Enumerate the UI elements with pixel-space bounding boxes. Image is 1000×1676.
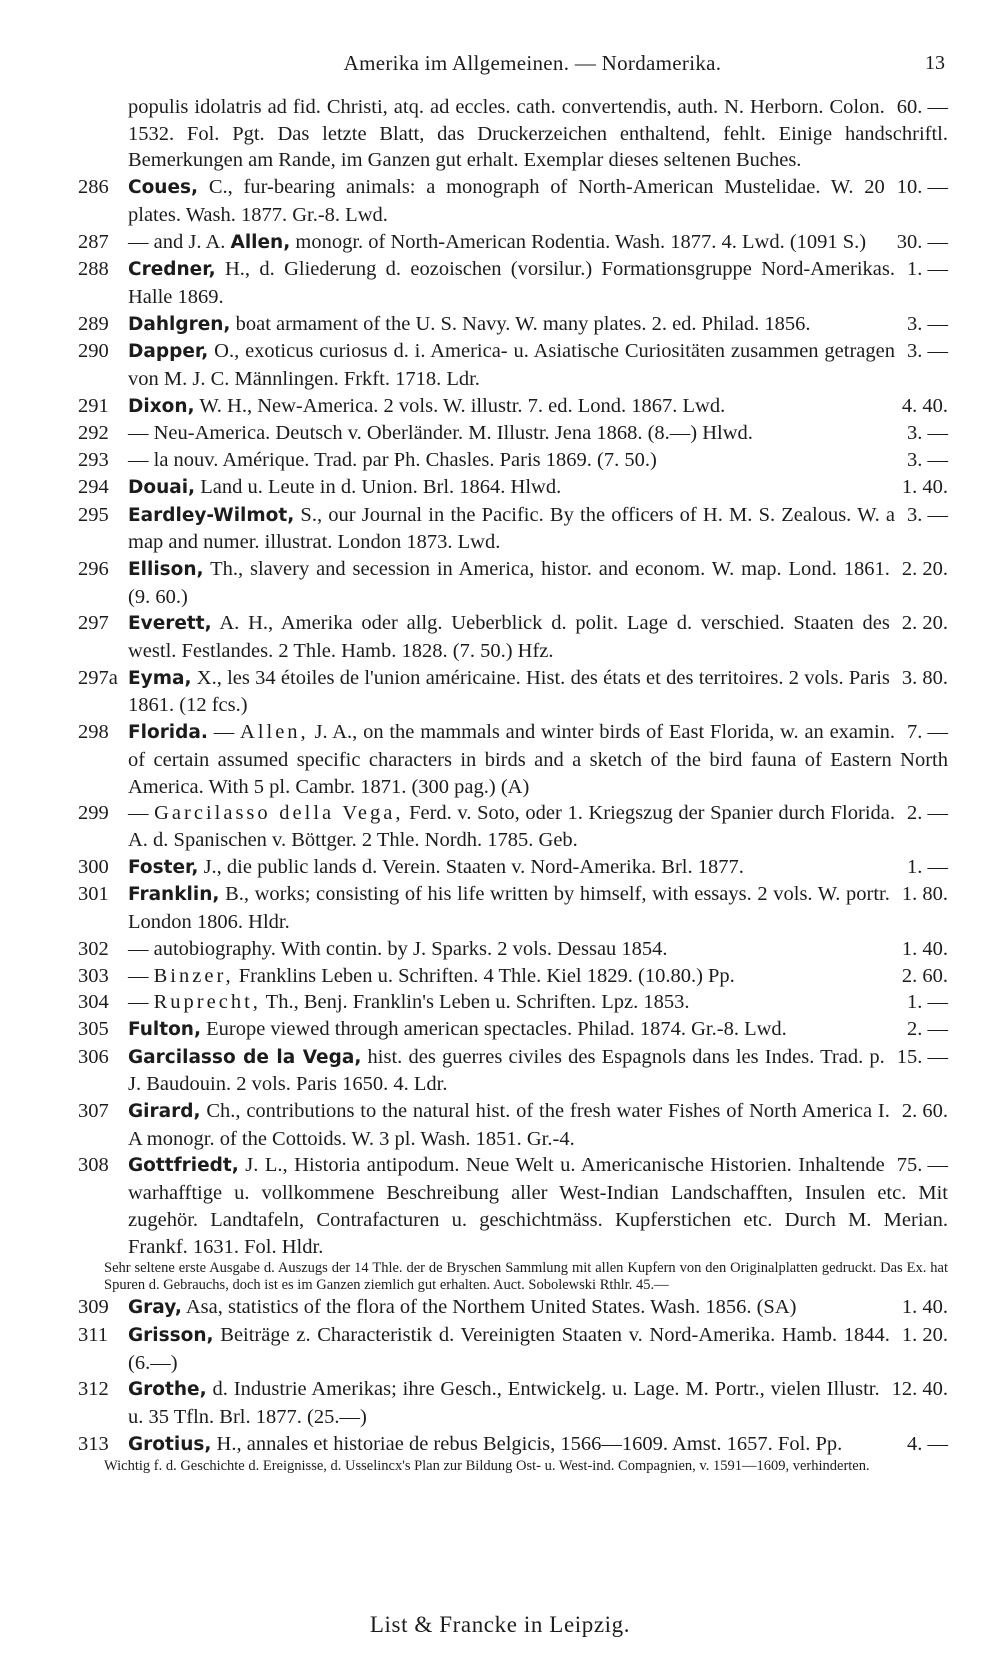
entry-price: 4. — [907, 1432, 948, 1455]
entry-prefix: — and J. A. [128, 230, 226, 253]
entry-body [128, 393, 948, 421]
entry-number: 307 [78, 1100, 109, 1123]
entry-author: Foster, [128, 856, 199, 878]
entry-body [128, 800, 948, 853]
entry-price: 12. 40. [891, 1378, 948, 1401]
entry-text: Th., slavery and secession in America, histor. and econom. W. map. Lond. 1861. (9. 60.) [128, 557, 890, 608]
entry-price: 1. — [907, 991, 948, 1014]
entry-body [128, 989, 948, 1016]
entry-dash: — [213, 721, 235, 744]
entry-price: 3. — [907, 312, 948, 335]
entry-number: 298 [78, 721, 109, 744]
entry-text: J., die public lands d. Verein. Staaten v. Nord-Amerika. Brl. 1877. [203, 855, 744, 878]
entry-price: 60. — [896, 96, 948, 118]
entry-body [128, 256, 948, 310]
entry-price: 3. — [907, 340, 948, 363]
entry-body [128, 1431, 948, 1459]
catalog-entry [78, 854, 948, 882]
entry-number: 290 [78, 340, 109, 363]
entry-spaced-author: Binzer, [153, 964, 234, 987]
catalog-entry [78, 447, 948, 474]
entry-price: 2. 60. [901, 964, 948, 987]
entry-price: 2. 60. [901, 1100, 948, 1123]
entry-body [128, 854, 948, 882]
entry-author: Allen, [230, 231, 291, 253]
catalog-entry [78, 989, 948, 1016]
entry-body [128, 1044, 948, 1098]
catalog-entry [78, 719, 948, 800]
entry-text: Beiträge z. Characteristik d. Vereinigten Staaten v. Nord-Amerika. Hamb. 1844. (6.—) [128, 1323, 890, 1374]
entry-author: Dapper, [128, 341, 209, 363]
entry-text: populis idolatris ad fid. Christi, atq. ad eccles. cath. convertendis, auth. N. Herborn. Colon. 1532. Fol. Pgt. Das letzte Blatt, das Druckerzeichen enthaltend, fehlt. Einige handschriftl. Bemerkungen am Rande, im Ganzen gut erhalt. Exemplar dieses seltenen Buches. [128, 96, 948, 172]
entry-price: 1. 20. [901, 1323, 948, 1346]
entry-body [128, 881, 948, 935]
catalog-entries [78, 94, 948, 1475]
entry-number: 286 [78, 176, 109, 199]
catalog-entry [78, 963, 948, 990]
entry-text: A. H., Amerika oder allg. Ueberblick d. polit. Lage d. verschied. Staaten des westl. Festlandes. 2 Thle. Hamb. 1828. (7. 50.) Hfz. [128, 612, 890, 663]
entry-price: 1. 40. [901, 1296, 948, 1319]
entry-author: Credner, [128, 259, 216, 281]
entry-prefix: — [128, 802, 149, 825]
entry-price: 3. — [907, 503, 948, 526]
entry-spaced-author: Garcilasso della Vega, [154, 802, 404, 825]
entry-body [128, 1152, 948, 1260]
catalog-entry [78, 229, 948, 257]
entry-price: 15. — [896, 1045, 948, 1068]
entry-note: Wichtig f. d. Geschichte d. Ereignisse, d. Usselincx's Plan zur Bildung Ost- u. West-ind. Compagnien, v. 1591—1609, verhinderten. [104, 1458, 870, 1475]
catalog-entry [78, 311, 948, 339]
catalog-entry [78, 393, 948, 421]
catalog-entry [78, 502, 948, 556]
catalog-entry [78, 610, 948, 664]
catalog-entry [78, 1322, 948, 1376]
entry-body [128, 94, 948, 174]
catalog-entry [78, 1152, 948, 1260]
entry-price: 7. — [907, 721, 948, 744]
entry-text: Franklins Leben u. Schriften. 4 Thle. Kiel 1829. (10.80.) Pp. [238, 964, 735, 987]
entry-number: 294 [78, 475, 109, 498]
entry-text: Land u. Leute in d. Union. Brl. 1864. Hlwd. [200, 475, 562, 498]
entry-author: Franklin, [128, 884, 220, 906]
entry-text: S., our Journal in the Pacific. By the officers of H. M. S. Zealous. W. a map and numer. illustrat. London 1873. Lwd. [128, 503, 895, 554]
entry-note: Sehr seltene erste Ausgabe d. Auszugs der 14 Thle. der de Bryschen Sammlung mit allen Kupfern von den Originalplatten gedruckt. Das Ex. hat Spuren d. Gebrauchs, doch ist es im Ganzen ziemlich gut erhalten. Auct. Sobolewski Rthlr. 45.— [104, 1260, 948, 1294]
entry-text: — autobiography. With contin. by J. Sparks. 2 vols. Dessau 1854. [128, 937, 668, 960]
entry-price: 1. 40. [901, 937, 948, 960]
entry-text: W. H., New-America. 2 vols. W. illustr. 7. ed. Lond. 1867. Lwd. [199, 394, 726, 417]
entry-author: Gottfriedt, [128, 1155, 239, 1177]
catalog-entry [78, 1044, 948, 1098]
catalog-entry [78, 1016, 948, 1044]
entry-price: 2. 20. [901, 612, 948, 635]
entry-price: 1. 80. [901, 883, 948, 906]
catalog-entry [78, 1294, 948, 1322]
entry-text: d. Industrie Amerikas; ihre Gesch., Entwickelg. u. Lage. M. Portr., vielen Illustr. u. 35 Tfln. Brl. 1877. (25.—) [128, 1378, 880, 1429]
catalog-entry [78, 256, 948, 310]
entry-author: Dahlgren, [128, 313, 231, 335]
entry-text: — la nouv. Amérique. Trad. par Ph. Chasles. Paris 1869. (7. 50.) [128, 449, 657, 472]
entry-body [128, 338, 948, 392]
entry-price: 3. — [907, 422, 948, 445]
entry-price: 1. — [907, 258, 948, 281]
entry-body [128, 474, 948, 502]
entry-number: 300 [78, 855, 109, 878]
entry-price: 2. — [907, 1017, 948, 1040]
catalog-entry [78, 474, 948, 502]
entry-price: 2. — [907, 802, 948, 825]
entry-price: 2. 20. [901, 557, 948, 580]
entry-number: 297a [78, 666, 118, 689]
entry-body [128, 719, 948, 800]
entry-body [128, 311, 948, 339]
entry-author: Grothe, [128, 1379, 207, 1401]
catalog-entry [78, 338, 948, 392]
entry-number: 305 [78, 1017, 109, 1040]
entry-author: Gray, [128, 1297, 182, 1319]
entry-text: Th., Benj. Franklin's Leben u. Schriften. Lpz. 1853. [265, 991, 690, 1014]
entry-number: 293 [78, 449, 109, 472]
entry-text: Asa, statistics of the flora of the Northem United States. Wash. 1856. (SA) [185, 1296, 797, 1319]
entry-number: 312 [78, 1378, 109, 1401]
entry-author: Ellison, [128, 558, 204, 580]
entry-number: 304 [78, 991, 109, 1014]
entry-author: Eyma, [128, 667, 192, 689]
entry-prefix: — [128, 964, 149, 987]
entry-price: 4. 40. [901, 394, 948, 417]
publisher-footer: List & Francke in Leipzig. [369, 1612, 631, 1637]
entry-body [128, 1376, 948, 1430]
entry-text: J. A., on the mammals and winter birds of East Florida, w. an examin. of certain assumed specific characters in birds and a sketch of the bird fauna of Eastern North America. With 5 pl. Cambr. 1871. (300 pag.) (A) [128, 721, 948, 798]
entry-text: X., les 34 étoiles de l'union américaine. Hist. des états et des territoires. 2 vols. Paris 1861. (12 fcs.) [128, 666, 890, 717]
entry-author: Grisson, [128, 1324, 214, 1346]
entry-text: B., works; consisting of his life written by himself, with essays. 2 vols. W. portr. London 1806. Hldr. [128, 883, 890, 934]
entry-number: 302 [78, 937, 109, 960]
entry-number: 295 [78, 503, 109, 526]
entry-body [128, 556, 948, 610]
catalog-entry [78, 936, 948, 963]
entry-number: 289 [78, 312, 109, 335]
entry-price: 30. — [896, 230, 948, 253]
entry-number: 297 [78, 612, 109, 635]
entry-text: — Neu-America. Deutsch v. Oberländer. M. Illustr. Jena 1868. (8.—) Hlwd. [128, 422, 753, 445]
catalog-entry [78, 94, 948, 174]
entry-author: Dixon, [128, 395, 195, 417]
entry-body [128, 174, 948, 228]
entry-author: Garcilasso de la Vega, [128, 1046, 362, 1068]
entry-number: 288 [78, 258, 109, 281]
entry-text: hist. des guerres civiles des Espagnols dans les Indes. Trad. p. J. Baudouin. 2 vols. Paris 1650. 4. Ldr. [128, 1045, 885, 1096]
entry-text: H., d. Gliederung d. eozoischen (vorsilur.) Formationsgruppe Nord-Amerikas. Halle 1869. [128, 258, 895, 308]
entry-text: boat armament of the U. S. Navy. W. many plates. 2. ed. Philad. 1856. [235, 312, 811, 335]
entry-number: 308 [78, 1154, 109, 1177]
page-header [120, 50, 945, 78]
entry-body [128, 1098, 948, 1152]
entry-author: Douai, [128, 476, 196, 498]
entry-author: Coues, [128, 177, 199, 199]
entry-body [128, 229, 948, 257]
entry-spaced-author: Ruprecht, [153, 991, 261, 1014]
entry-body [128, 420, 948, 447]
catalog-entry [78, 881, 948, 935]
entry-number: 309 [78, 1296, 109, 1319]
entry-price: 10. — [896, 176, 948, 199]
entry-price: 3. 80. [901, 666, 948, 689]
entry-number: 291 [78, 394, 109, 417]
catalog-entry [78, 556, 948, 610]
entry-body [128, 665, 948, 719]
entry-spaced-author: Allen, [240, 721, 309, 744]
entry-text: Ch., contributions to the natural hist. of the fresh water Fishes of North America I. A monogr. of the Cottoids. W. 3 pl. Wash. 1851. Gr.-4. [128, 1100, 890, 1150]
entry-body [128, 447, 948, 474]
entry-author: Everett, [128, 613, 212, 635]
entry-price: 3. — [907, 449, 948, 472]
entry-body [128, 1294, 948, 1322]
entry-body [128, 1016, 948, 1044]
catalog-entry [78, 1376, 948, 1430]
entry-number: 299 [78, 802, 109, 825]
running-head: Amerika im Allgemeinen. — Nordamerika. [343, 51, 722, 75]
entry-number: 287 [78, 230, 109, 253]
entry-author: Fulton, [128, 1018, 201, 1040]
entry-author: Girard, [128, 1101, 201, 1123]
entry-number: 292 [78, 422, 109, 445]
entry-body [128, 1322, 948, 1376]
entry-text: H., annales et historiae de rebus Belgicis, 1566—1609. Amst. 1657. Fol. Pp. [216, 1432, 843, 1455]
catalog-entry [78, 420, 948, 447]
entry-text: O., exoticus curiosus d. i. America- u. Asiatische Curiositäten zusammen getragen von M. J. C. Männlingen. Frkft. 1718. Ldr. [128, 340, 895, 391]
entry-author: Eardley-Wilmot, [128, 504, 295, 526]
page-number: 13 [925, 52, 945, 74]
entry-number: 301 [78, 883, 109, 906]
entry-text: C., fur-bearing animals: a monograph of North-American Mustelidae. W. 20 plates. Wash. 1877. Gr.-8. Lwd. [128, 176, 885, 226]
entry-number: 313 [78, 1432, 109, 1455]
entry-body [128, 610, 948, 664]
entry-number: 306 [78, 1045, 109, 1068]
entry-price: 1. — [907, 855, 948, 878]
entry-number: 303 [78, 964, 109, 987]
entry-price: 1. 40. [901, 475, 948, 498]
entry-price: 75. — [896, 1154, 948, 1177]
catalog-entry [78, 1098, 948, 1152]
entry-prefix: — [128, 991, 149, 1014]
catalog-entry [78, 1431, 948, 1459]
entry-body [128, 502, 948, 556]
entry-text: Europe viewed through american spectacles. Philad. 1874. Gr.-8. Lwd. [206, 1017, 787, 1040]
entry-author: Florida. [128, 722, 208, 744]
catalog-entry [78, 665, 948, 719]
entry-text: J. L., Historia antipodum. Neue Welt u. Americanische Historien. Inhaltende warhafftige u. vollkommene Beschreibung aller West-Indian Landschafften, Insulen etc. Mit zugehör. Landtafeln, Contrafacturen u. geschichtmäss. Kupferstichen etc. Durch M. Merian. Frankf. 1631. Fol. Hldr. [128, 1154, 948, 1258]
entry-text: Ferd. v. Soto, oder 1. Kriegszug der Spanier durch Florida. A. d. Spanischen v. Böttger. 2 Thle. Nordh. 1785. Geb. [128, 802, 895, 851]
entry-number: 296 [78, 557, 109, 580]
entry-body [128, 936, 948, 963]
catalog-entry [78, 174, 948, 228]
entry-text: monogr. of North-American Rodentia. Wash. 1877. 4. Lwd. (1091 S.) [295, 230, 867, 253]
catalog-entry [78, 800, 948, 853]
entry-body [128, 963, 948, 990]
entry-author: Grotius, [128, 1433, 212, 1455]
entry-number: 311 [78, 1323, 108, 1346]
